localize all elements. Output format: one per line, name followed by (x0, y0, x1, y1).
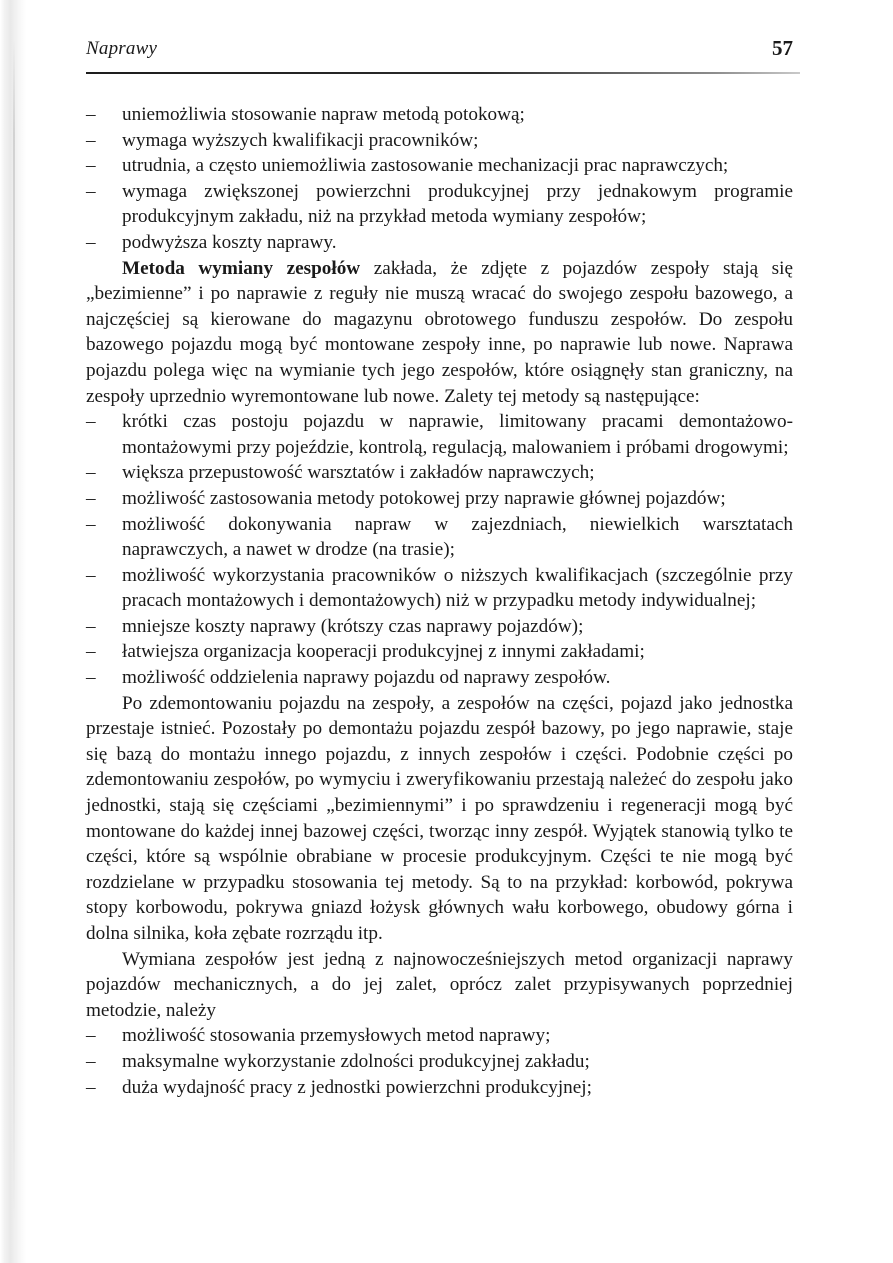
paragraph (86, 256, 793, 410)
running-head (86, 38, 793, 84)
dash-marker: – (86, 104, 96, 125)
scan-gutter-shadow (0, 0, 26, 1263)
list-item (86, 639, 793, 665)
list-item (86, 614, 793, 640)
list-item (86, 153, 793, 179)
paragraph-text: Wymiana zespołów jest jedną z najnowocześniejszych metod organizacji naprawy pojazdów mechanicznych, a do jej zalet, oprócz zalet przypisywanych poprzedniej metodzie, należy (86, 948, 793, 1021)
list-item-text: utrudnia, a często uniemożliwia zastosowanie mechanizacji prac naprawczych; (122, 155, 729, 177)
dash-marker: – (86, 513, 96, 535)
paragraph-text: Po zdemontowaniu pojazdu na zespoły, a zespołów na części, pojazd jako jednostka przestaje istnieć. Pozostały po demontażu pojazdu zespół bazowy, po jego naprawie, staje się bazą do montażu innego pojazdu, z innych zespołów i części. Podobnie części po zdemontowaniu zespołów, po wymyciu i zweryfikowaniu przestają należeć do zespołu jako jednostki, stają się częściami „bezimiennymi” i po sprawdzeniu i regeneracji mogą być montowane do każdej innej bazowej części, tworząc inny zespół. Wyjątek stanowią tylko te części, które są wspólnie obrabiane w procesie produkcyjnym. Części te nie mogą być rozdzielane w przypadku stosowania tej metody. Są to na przykład: korbowód, pokrywa stopy korbowodu, pokrywa gniazd łożysk głównych wału korbowego, obudowy górna i dolna silnika, koła zębate rozrządu itp. (86, 692, 793, 944)
dash-marker: – (86, 641, 96, 663)
list-item (86, 128, 793, 154)
scan-binding-line (13, 40, 15, 1220)
list-item-text: uniemożliwia stosowanie napraw metodą potokową; (122, 104, 525, 125)
list-item-text: maksymalne wykorzystanie zdolności produkcyjnej zakładu; (122, 1050, 590, 1072)
list-item-text: wymaga wyższych kwalifikacji pracowników; (122, 129, 479, 151)
list-item-text: możliwość stosowania przemysłowych metod naprawy; (122, 1025, 551, 1047)
list-item (86, 486, 793, 512)
list-item (86, 460, 793, 486)
list-item-text: mniejsze koszty naprawy (krótszy czas naprawy pojazdów); (122, 615, 584, 637)
dash-marker: – (86, 564, 96, 586)
dash-marker: – (86, 155, 96, 177)
dash-list (86, 102, 793, 256)
dash-marker: – (86, 411, 96, 433)
dash-marker: – (86, 231, 96, 253)
dash-marker: – (86, 1076, 96, 1098)
list-item (86, 409, 793, 460)
list-item (86, 512, 793, 563)
list-item (86, 179, 793, 230)
dash-marker: – (86, 129, 96, 151)
page-number: 57 (772, 36, 793, 60)
paragraph-text: zakłada, że zdjęte z pojazdów zespoły stają się „bezimienne” i po naprawie z reguły nie muszą wracać do swojego zespołu bazowego, a najczęściej są kierowane do magazynu obrotowego funduszu zespołów. Do zespołu bazowego pojazdu mogą być montowane zespoły inne, po naprawie lub nowe. Naprawa pojazdu polega więc na wymianie tych jego zespołów, które osiągnęły stan graniczny, na zespoły uprzednio wyremontowane lub nowe. Zalety tej metody są następujące: (86, 257, 793, 407)
list-item (86, 665, 793, 691)
paragraph (86, 691, 793, 947)
list-item-text: możliwość oddzielenia naprawy pojazdu od naprawy zespołów. (122, 667, 611, 689)
dash-marker: – (86, 462, 96, 484)
list-item (86, 102, 793, 128)
list-item (86, 1023, 793, 1049)
dash-marker: – (86, 180, 96, 202)
dash-marker: – (86, 1025, 96, 1047)
list-item (86, 563, 793, 614)
list-item-text: krótki czas postoju pojazdu w naprawie, limitowany pracami demontażowo-montażowymi przy pojeździe, kontrolą, regulacją, malowaniem i próbami drogowymi; (122, 411, 793, 458)
header-rule (86, 72, 800, 74)
list-item-text: łatwiejsza organizacja kooperacji produkcyjnej z innymi zakładami; (122, 641, 645, 663)
list-item-text: możliwość wykorzystania pracowników o niższych kwalifikacjach (szczególnie przy pracach montażowych i demontażowych) niż w przypadku metody indywidualnej; (122, 564, 793, 612)
list-item (86, 1049, 793, 1075)
dash-list (86, 409, 793, 691)
paragraph (86, 947, 793, 1024)
body-text-region (86, 102, 793, 1100)
list-item (86, 1075, 793, 1101)
dash-list (86, 1023, 793, 1100)
dash-marker: – (86, 615, 96, 637)
list-item (86, 230, 793, 256)
list-item-text: duża wydajność pracy z jednostki powierzchni produkcyjnej; (122, 1076, 592, 1098)
page-content (86, 0, 793, 1100)
list-item-text: większa przepustowość warsztatów i zakładów naprawczych; (122, 462, 595, 484)
list-item-text: możliwość zastosowania metody potokowej przy naprawie głównej pojazdów; (122, 487, 726, 509)
running-head-title: Naprawy (86, 38, 158, 59)
list-item-text: możliwość dokonywania napraw w zajezdniach, niewielkich warsztatach naprawczych, a nawet w drodze (na trasie); (122, 513, 793, 561)
dash-marker: – (86, 487, 96, 509)
dash-marker: – (86, 667, 96, 689)
list-item-text: wymaga zwiększonej powierzchni produkcyjnej przy jednakowym programie produkcyjnym zakładu, niż na przykład metoda wymiany zespołów; (122, 180, 793, 228)
list-item-text: podwyższa koszty naprawy. (122, 231, 337, 253)
dash-marker: – (86, 1050, 96, 1072)
paragraph-lead-bold: Metoda wymiany zespołów (122, 257, 361, 279)
